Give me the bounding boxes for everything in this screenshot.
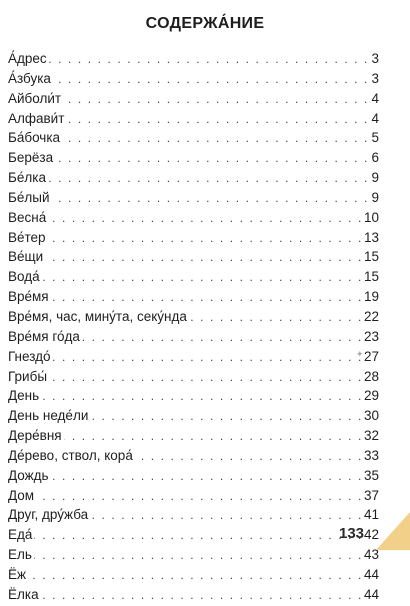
toc-entry-term: Ба́бочка — [8, 130, 61, 146]
toc-dot-leader — [41, 387, 363, 407]
toc-entry[interactable] — [8, 168, 379, 188]
toc-entry-term: День неде́ли — [8, 408, 89, 424]
toc-dot-leader — [48, 169, 369, 189]
toc-entry[interactable] — [8, 69, 379, 89]
toc-entry[interactable] — [8, 307, 379, 327]
toc-entry-term: Вре́мя, час, мину́та, секу́нда — [8, 308, 187, 324]
toc-entry-term: Дом — [8, 487, 35, 503]
toc-dot-leader — [55, 149, 369, 169]
toc-entry-page: 37 — [363, 487, 379, 503]
toc-entry[interactable] — [8, 466, 379, 486]
toc-dot-leader — [34, 546, 363, 566]
toc-entry[interactable] — [8, 228, 379, 248]
toc-entry[interactable] — [8, 486, 379, 506]
toc-entry[interactable] — [8, 247, 379, 267]
toc-entry[interactable] — [8, 406, 379, 426]
toc-entry-page: 28 — [363, 368, 379, 384]
toc-entry-term: Бе́лка — [8, 170, 46, 186]
toc-entry-term: Весна́ — [8, 209, 47, 225]
toc-dot-leader — [42, 268, 363, 288]
toc-entry[interactable] — [8, 128, 379, 148]
cursor-mark-icon: ✦ — [356, 349, 364, 359]
toc-entry-term: Вре́мя го́да — [8, 328, 80, 344]
toc-dot-leader — [52, 189, 370, 209]
toc-dot-leader — [63, 90, 369, 110]
toc-entry[interactable] — [8, 208, 379, 228]
toc-entry-term: Де́рево, ствол, кора́ — [8, 447, 133, 463]
toc-entry-term: Алфави́т — [8, 110, 65, 126]
toc-dot-leader — [62, 129, 369, 149]
toc-dot-leader — [189, 308, 363, 328]
toc-entry-page: 9 — [371, 189, 379, 205]
toc-entry-page: 5 — [371, 130, 379, 146]
toc-dot-leader — [90, 506, 363, 526]
toc-entry[interactable] — [8, 367, 379, 387]
toc-entry-page: 19 — [363, 289, 379, 305]
toc-entry-term: А́дрес — [8, 51, 47, 66]
toc-entry-term: Грибы́ — [8, 368, 48, 384]
toc-entry-term: Вре́мя — [8, 289, 49, 305]
toc-entry-term: Берёза — [8, 150, 54, 166]
toc-entry-page: 29 — [363, 388, 379, 404]
toc-entry-term: Друг, дру́жба — [8, 507, 89, 523]
toc-entry-page: 33 — [363, 447, 379, 463]
toc-dot-leader — [53, 348, 363, 368]
toc-dot-leader — [36, 487, 363, 507]
toc-entry-term: Бе́лый — [8, 189, 50, 205]
toc-entry-page: 15 — [363, 269, 379, 285]
toc-entry-page: 23 — [363, 328, 379, 344]
toc-entry-page: 44 — [363, 586, 379, 602]
toc-entry-term: Вода́ — [8, 269, 40, 285]
toc-dot-leader — [53, 70, 369, 90]
toc-entry[interactable] — [8, 426, 379, 446]
toc-entry[interactable] — [8, 109, 379, 129]
toc-dot-leader — [135, 447, 363, 467]
toc-dot-leader — [34, 526, 363, 546]
toc-dot-leader — [48, 229, 363, 249]
toc-dot-leader — [51, 467, 363, 487]
toc-entry[interactable] — [8, 545, 379, 565]
toc-dot-leader — [48, 209, 363, 229]
toc-entry[interactable] — [8, 585, 379, 605]
toc-entry[interactable] — [8, 446, 379, 466]
toc-entry[interactable] — [8, 287, 379, 307]
toc-entry-page: 43 — [363, 547, 379, 563]
toc-entry-term: Гнездо́ — [8, 348, 51, 364]
page-number: 133 — [339, 525, 365, 542]
toc-entry[interactable] — [8, 565, 379, 585]
toc-entry-term: Ёлка — [8, 586, 39, 602]
toc-entry-term: А́збука — [8, 70, 51, 86]
toc-entry[interactable] — [8, 525, 379, 545]
toc-entry[interactable] — [8, 148, 379, 168]
toc-dot-leader — [90, 407, 363, 427]
toc-entry-page: 44 — [363, 566, 379, 582]
toc-dot-leader — [49, 368, 363, 388]
toc-entry-term: Айболи́т — [8, 90, 62, 106]
toc-entry-page: 22 — [363, 308, 379, 324]
toc-entry[interactable] — [8, 505, 379, 525]
toc-entry-term: Ве́тер — [8, 229, 46, 245]
toc-entry-page: 30 — [363, 408, 379, 424]
table-of-contents — [8, 49, 379, 605]
toc-entry[interactable] — [8, 327, 379, 347]
toc-entry-term: Ве́щи — [8, 249, 44, 265]
toc-entry-page: 4 — [371, 110, 379, 126]
toc-entry-page: 32 — [363, 428, 379, 444]
toc-dot-leader — [64, 427, 363, 447]
corner-accent-triangle — [376, 512, 410, 550]
toc-dot-leader — [41, 586, 363, 606]
toc-dot-leader — [82, 328, 363, 348]
toc-entry-page: 10 — [363, 209, 379, 225]
toc-dot-leader — [49, 50, 369, 70]
toc-entry-page: 9 — [371, 170, 379, 186]
toc-dot-leader — [28, 566, 363, 586]
toc-entry-page: 3 — [371, 70, 379, 86]
toc-entry[interactable] — [8, 49, 379, 69]
toc-dot-leader — [51, 288, 363, 308]
toc-entry-term: Ель — [8, 547, 32, 563]
toc-entry[interactable] — [8, 89, 379, 109]
toc-entry-page: 41 — [363, 507, 379, 523]
toc-entry-term: Еда́ — [8, 527, 33, 543]
toc-entry-term: Ёж — [8, 566, 27, 582]
toc-entry-page: 13 — [363, 229, 379, 245]
toc-dot-leader — [66, 110, 369, 130]
toc-entry-page: 35 — [363, 467, 379, 483]
toc-entry-page: 6 — [371, 150, 379, 166]
toc-entry[interactable] — [8, 386, 379, 406]
toc-entry[interactable] — [8, 188, 379, 208]
toc-entry-term: Дождь — [8, 467, 49, 483]
toc-dot-leader — [45, 248, 363, 268]
toc-entry-page: 42 — [363, 527, 379, 543]
toc-entry-term: Дере́вня — [8, 428, 62, 444]
toc-entry-page: 3 — [371, 51, 379, 66]
toc-entry-page: 4 — [371, 90, 379, 106]
toc-entry-page: 15 — [363, 249, 379, 265]
toc-entry[interactable] — [8, 347, 379, 367]
toc-entry-page: 27 — [363, 348, 379, 364]
toc-entry-term: День — [8, 388, 40, 404]
page-title: СОДЕРЖА́НИЕ — [145, 15, 265, 32]
toc-entry[interactable] — [8, 267, 379, 287]
